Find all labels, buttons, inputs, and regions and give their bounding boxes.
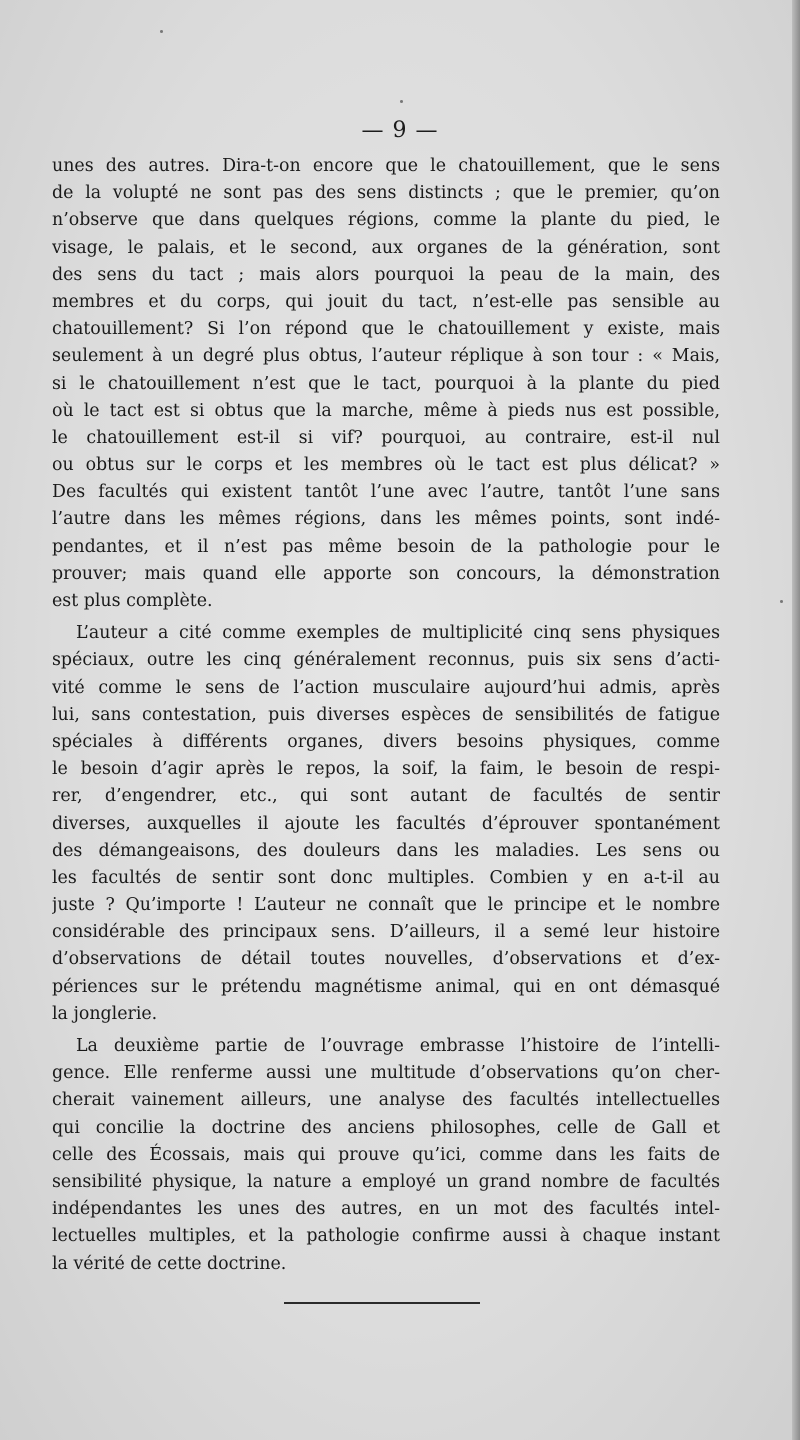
text-line: périences sur le prétendu magnétisme animal, qui en ont démasqué (52, 976, 720, 997)
text-line: vité comme le sens de l’action musculaire aujourd’hui admis, après (52, 677, 720, 698)
text-line: juste ? Qu’importe ! L’auteur ne connaît que le principe et le nombre (52, 895, 720, 916)
text-line: prouver; mais quand elle apporte son concours, la démonstration (52, 563, 720, 584)
text-line: celle des Écossais, mais qui prouve qu’ici, comme dans les faits de (52, 1144, 720, 1165)
text-line: unes des autres. Dira-t-on encore que le chatouillement, que le sens (52, 156, 720, 176)
text-line: des sens du tact ; mais alors pourquoi la peau de la main, des (52, 264, 720, 285)
text-line: les facultés de sentir sont donc multiples. Combien y en a-t-il au (52, 867, 720, 888)
text-line: rer, d’engendrer, etc., qui sont autant de facultés de sentir (52, 786, 720, 807)
page-edge-shadow (792, 0, 800, 1440)
text-line: lui, sans contestation, puis diverses espèces de sensibilités de fatigue (52, 704, 720, 725)
text-line: le chatouillement est-il si vif? pourquoi, au contraire, est-il nul (52, 427, 720, 448)
text-line: ou obtus sur le corps et les membres où le tact est plus délicat? » (52, 455, 720, 476)
text-line: où le tact est si obtus que la marche, même à pieds nus est possible, (52, 400, 720, 421)
scan-speck (780, 600, 783, 603)
text-line: l’autre dans les mêmes régions, dans les mêmes points, sont indé- (52, 509, 720, 530)
text-line: seulement à un degré plus obtus, l’auteur réplique à son tour : « Mais, (52, 346, 720, 367)
scan-speck (160, 30, 163, 33)
text-line: visage, le palais, et le second, aux organes de la génération, sont (52, 237, 720, 258)
text-line: la jonglerie. (52, 1003, 158, 1024)
text-line: La deuxième partie de l’ouvrage embrasse l’histoire de l’intelli- (76, 1036, 720, 1056)
text-line: n’observe que dans quelques régions, comme la plante du pied, le (52, 210, 720, 231)
text-line: Des facultés qui existent tantôt l’une avec l’autre, tantôt l’une sans (52, 482, 720, 503)
text-line: diverses, auxquelles il ajoute les facultés d’éprouver spontanément (52, 813, 720, 834)
text-line: spéciales à différents organes, divers besoins physiques, comme (52, 731, 720, 752)
text-line: indépendantes les unes des autres, en un mot des facultés intel- (52, 1199, 720, 1220)
text-line: sensibilité physique, la nature a employé un grand nombre de facultés (52, 1171, 720, 1192)
text-line: qui concilie la doctrine des anciens philosophes, celle de Gall et (52, 1117, 720, 1138)
text-line: cherait vainement ailleurs, une analyse des facultés intellectuelles (52, 1090, 720, 1111)
text-line: membres et du corps, qui jouit du tact, n’est-elle pas sensible au (52, 291, 720, 312)
text-line: L’auteur a cité comme exemples de multiplicité cinq sens physiques (76, 623, 720, 644)
text-line: la vérité de cette doctrine. (52, 1253, 287, 1274)
text-line: lectuelles multiples, et la pathologie confirme aussi à chaque instant (52, 1226, 720, 1247)
text-line: si le chatouillement n’est que le tact, pourquoi à la plante du pied (52, 373, 720, 394)
page-number: — 9 — (361, 118, 439, 143)
text-line: est plus complète. (52, 591, 213, 611)
text-line: gence. Elle renferme aussi une multitude d’observations qu’on cher- (52, 1063, 720, 1084)
text-line: le besoin d’agir après le repos, la soif, la faim, le besoin de respi- (52, 759, 720, 780)
text-line: considérable des principaux sens. D’ailleurs, il a semé leur histoire (52, 922, 720, 943)
end-rule (284, 1302, 480, 1304)
body-text (52, 153, 720, 1278)
text-line: d’observations de détail toutes nouvelles, d’observations et d’ex- (52, 949, 720, 970)
text-line: pendantes, et il n’est pas même besoin de la pathologie pour le (52, 536, 720, 557)
text-line: chatouillement? Si l’on répond que le chatouillement y existe, mais (52, 319, 720, 340)
text-line: des démangeaisons, des douleurs dans les maladies. Les sens ou (52, 840, 720, 861)
text-line: spéciaux, outre les cinq généralement reconnus, puis six sens d’acti- (52, 650, 720, 671)
scan-speck (400, 100, 403, 103)
text-line: de la volupté ne sont pas des sens distincts ; que le premier, qu’on (52, 183, 720, 204)
